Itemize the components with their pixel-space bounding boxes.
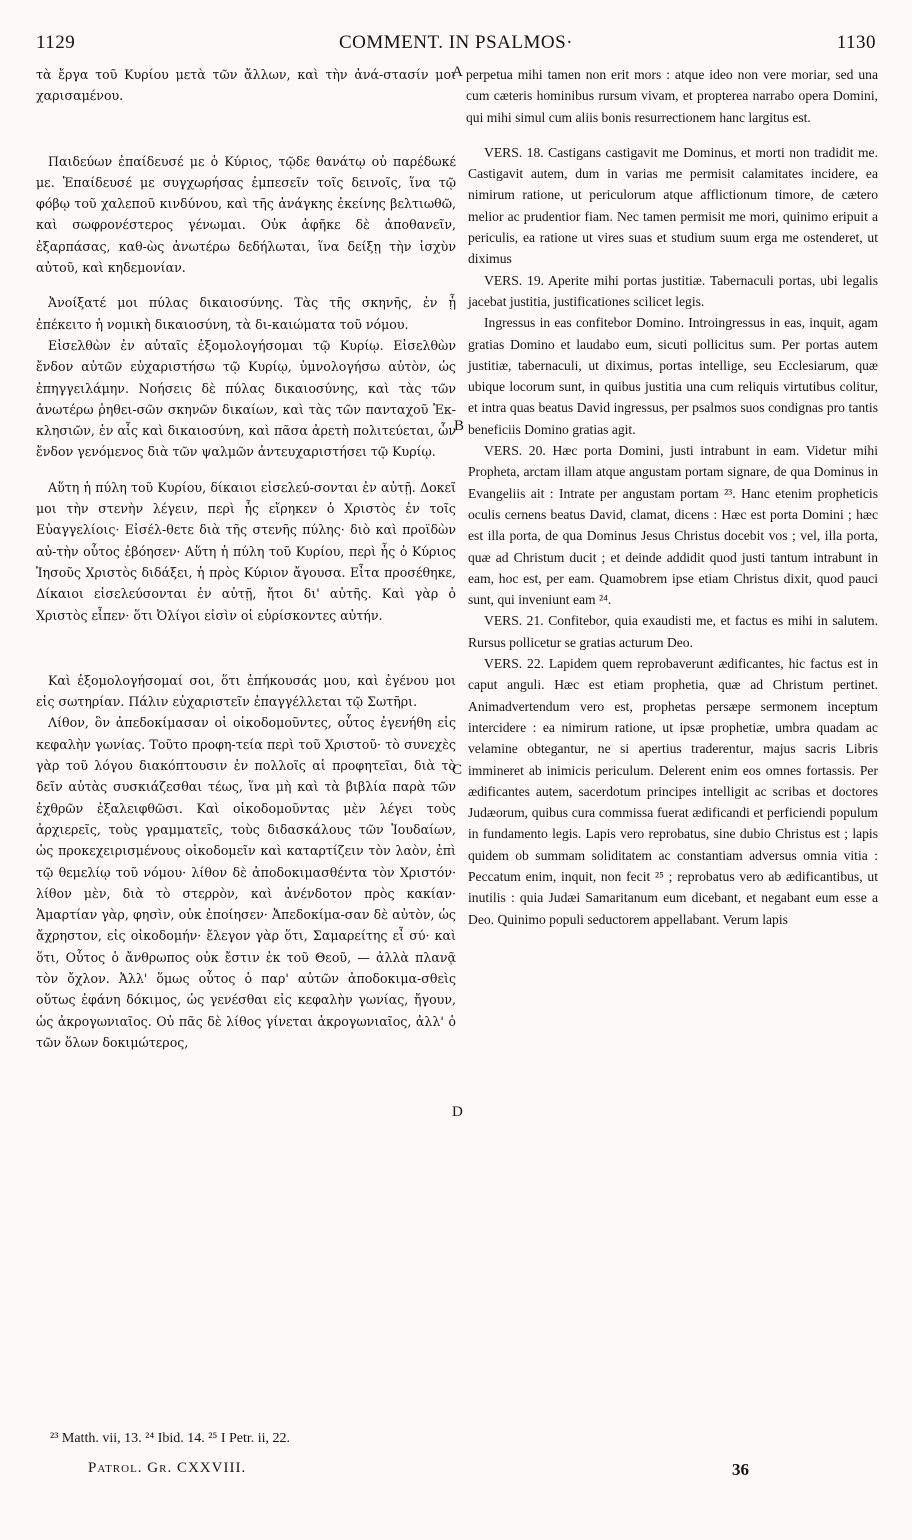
latin-top-paragraph: perpetua mihi tamen non erit mors : atque ideo non vere moriar, sed una cum cæteris hominibus rursum vivam, et propterea narrabo opera Domini, qui mihi simul cum aliis bonis resurrectionem hanc largitus est. xyxy=(466,67,878,125)
margin-letter-d: D xyxy=(452,1104,463,1120)
series-line: Patrol. Gr. CXXVIII. xyxy=(88,1460,247,1476)
latin-vers-19: VERS. 19. Aperite mihi portas justitiæ. Tabernaculi portas, ubi legalis jacebat justitia, justificationes scilicet legis. xyxy=(468,272,878,309)
latin-vers-21: VERS. 21. Confitebor, quia exaudisti me, et factus es mihi in salutem. Rursus pollicetur se gratias acturum Deo. xyxy=(468,613,878,650)
greek-paragraph-3: Ἀνοίξατέ μοι πύλας δικαιοσύνης. Τὰς τῆς σκηνῆς, ἐν ᾗ ἐπέκειτο ἡ νομικὴ δικαιοσύνη, τὰ δι-καιώματα τοῦ νόμου. xyxy=(36,295,456,332)
greek-column xyxy=(36,64,456,1053)
latin-vers-18: VERS. 18. Castigans castigavit me Dominus, et morti non tradidit me. Castigavit autem, dum in varias me permisit calamitates incidere, ea nimirum ratione, ut periculorum atque afflictionum timore, de cætero melior ac prudentior fiam. Nec tamen permisit me mori, quinimo eripuit a periculis, ea ratione ut vires suas et studium suum erga me ostenderet, ut diximus xyxy=(468,144,878,267)
greek-paragraph-7: Λίθον, ὃν ἀπεδοκίμασαν οἱ οἰκοδομοῦντες, οὗτος ἐγενήθη εἰς κεφαλὴν γωνίας. Τοῦτο προφη-τεία περὶ τοῦ Χριστοῦ· τὸ συνεχὲς γὰρ τοῦ λόγου διακόπτουσιν ἐν πολλοῖς αἱ προφητεῖαι, διὰ τὸ δεῖν αὐτὰς συσκιάζεσθαι τέως, ἵνα μὴ καὶ τὰ βιβλία παρὰ τῶν ἐχθρῶν ἐξαλειφθῶσι. Καὶ οἰκοδομοῦντας μὲν λέγει τοὺς ἀρχιερεῖς, τοὺς γραμματεῖς, τοὺς διδασκάλους τῶν Ἰουδαίων, ὡς προκεχειρισμένους οἰκοδομεῖν καὶ καταρτίζειν τὸν λαὸν, ἐπὶ τῷ θεμελίῳ τοῦ νόμου· λίθον δὲ ἀποδοκιμασθέντα τὸν Χριστόν· λίθον μὲν, διὰ τὸ στερρὸν, καὶ ἀνένδοτον πρὸς κακίαν· Ἁμαρτίαν γὰρ, φησὶν, οὐκ ἐποίησεν· Ἀπεδοκίμα-σαν δὲ αὐτὸν, ὡς ἄχρηστον, εἰς οἰκοδομήν· ἔλεγον γὰρ ὅτι, Σαμαρείτης εἶ σύ· καὶ ὅτι, Οὗτος ὁ ἄνθρωπος οὐκ ἔστιν ἐκ τοῦ Θεοῦ, — ἀλλὰ πλανᾷ τὸν ὄχλον. Ἀλλ' ὅμως οὗτος ὁ παρ' αὐτῶν ἀποδοκιμα-σθεὶς οὕτως ἐφάνη δόκιμος, ὡς γενέσθαι εἰς κεφαλὴν γωνίας, ἤγουν, ὡς ἀκρογωνιαῖος. Οὐ πᾶς δὲ λίθος γίνεται ἀκρογωνιαῖος, ἀλλ' ὁ τῶν ὅλων δοκιμώτερος, xyxy=(36,715,456,1050)
right-page-number: 1130 xyxy=(836,32,876,53)
greek-paragraph-4: Εἰσελθὼν ἐν αὐταῖς ἐξομολογήσομαι τῷ Κυρίῳ. Εἰσελθὼν ἔνδον αὐτῶν εὐχαριστήσω τῷ Κυρίῳ, ὑμνολογήσω αὐτὸν, ὡς ἐπηγγειλάμην. Νοήσεις δὲ πύλας δικαιοσύνης, καὶ τὰς τῶν ἀνωτέρω ῥηθει-σῶν σκηνῶν δικαίων, καὶ τὰς τῶν πανταχοῦ Ἐκ-κλησιῶν, ἐν αἷς καὶ δικαιοσύνη, καὶ πᾶσα ἀρετὴ πολιτεύεται, ὧν ἔνδον γενόμενος διὰ τῶν ψαλμῶν ἀντευχαριστήσει τῷ Κυρίῳ. xyxy=(36,337,456,460)
latin-vers-22: VERS. 22. Lapidem quem reprobaverunt ædificantes, hic factus est in caput anguli. Hæc est etiam prophetia, quæ ad Christum pertinet. Animadvertendum vero est, prophetas persæpe sermonem inceptum intercidere : ea nimirum ratione, ut ipsæ prophetiæ, umbra quadam ac velamine obtegantur, ne si apertius traderentur, majus sacris Libris immineret ab inimicis periculum. Delerent enim eos omnes fortassis. Per ædificantes autem, sacerdotum principes intelligit ac scribas et doctores Judæorum, quibus cura commissa fuerat ædificandi et perficiendi populum in fundamento legis. Lapis vero reprobatus, sine dubio Christus est ; lapis quidem ob summam soliditatem ac constantiam adversus omnia vitia : Peccatum enim, inquit, non fecit ²⁵ ; reprobatus vero ab ædificantibus, ut inutilis : quia Judæi Samaritanum eum dicebant, et negabant eum esse a Deo. Quinimo populi seductorem appellabant. Verum lapis xyxy=(468,656,878,927)
latin-vers-20: VERS. 20. Hæc porta Domini, justi intrabunt in eam. Videtur mihi Propheta, arctam illam atque angustam portam signare, de qua Dominus in Evangeliis ait : Intrate per angustam portam ²³. Hanc etenim propheticis oculis cernens beatus David, clamat, dicens : Hæc est porta Domini ; hæc est illa porta, de qua Dominus Jesus Christus docebit vos ; vel, illa porta, quæ ad Christum ducit ; et deinde addidit quod justi tantum intrabunt in eam, hoc est, per eam. Quamobrem ipse etiam Christus dixit, quod pauci sunt, qui inveniunt eam ²⁴. xyxy=(468,443,878,608)
greek-paragraph-1: τὰ ἔργα τοῦ Κυρίου μετὰ τῶν ἄλλων, καὶ τὴν ἀνά-στασίν μοι χαρισαμένου. xyxy=(36,67,456,104)
sheet-number: 36 xyxy=(732,1460,749,1479)
greek-paragraph-2: Παιδεύων ἐπαίδευσέ με ὁ Κύριος, τῷδε θανάτῳ οὐ παρέδωκέ με. Ἐπαίδευσέ με συγχωρήσας ἐμπεσεῖν τοῖς δεινοῖς, ἵνα τῷ φόβῳ τοῦ χαλεποῦ κινδύνου, καὶ τῆς ἀνάγκης ἐκείνης βελτιωθῶ, καὶ σωφρονέστερος γένωμαι. Οὐκ ἀφῆκε δὲ ἀποθανεῖν, ἐξαρπάσας, καθ-ὼς ἀνωτέρω δεδήλωται, ἵνα δείξῃ τὴν ἰσχὺν αὐτοῦ, καὶ κηδεμονίαν. xyxy=(36,153,456,276)
latin-ingressus: Ingressus in eas confitebor Domino. Introingressus in eas, inquit, agam gratias Domino et laudabo eum, sicuti pollicitus sum. Per portas autem justitiæ, tabernaculi, ut diximus, portas intellige, seu Ecclesiarum, quæ ubique locorum sunt, in quibus justitia una cum reliquis virtutibus colitur, et intra quas beatus David ingressus, per psalmos suos condignas pro tantis beneficiis Domino gratias agit. xyxy=(468,315,878,437)
margin-letter-a: A xyxy=(452,64,463,80)
greek-paragraph-6: Καὶ ἐξομολογήσομαί σοι, ὅτι ἐπήκουσάς μου, καὶ ἐγένου μοι εἰς σωτηρίαν. Πάλιν εὐχαριστεῖν ἐπαγγέλλεται τῷ Σωτῆρι. xyxy=(36,672,456,710)
margin-letter-b: B xyxy=(454,418,465,434)
footnotes: ²³ Matth. vii, 13. ²⁴ Ibid. 14. ²⁵ I Petr. ii, 22. xyxy=(50,1431,291,1446)
margin-letter-c: C xyxy=(452,762,463,778)
left-page-number: 1129 xyxy=(36,32,76,53)
latin-column xyxy=(468,64,878,930)
running-title: COMMENT. IN PSALMOS· xyxy=(339,32,573,53)
greek-paragraph-5: Αὕτη ἡ πύλη τοῦ Κυρίου, δίκαιοι εἰσελεύ-σονται ἐν αὐτῇ. Δοκεῖ μοι τὴν στενὴν λέγειν, περὶ ἧς εἴρηκεν ὁ Χριστὸς ἐν τοῖς Εὐαγγελίοις· Εἰσέλ-θετε διὰ τῆς στενῆς πύλης· διὸ καὶ προϊδὼν αὐ-τὴν οὗτος ἐβόησεν· Αὕτη ἡ πύλη τοῦ Κυρίου, περὶ ἧς ὁ Κύριος Ἰησοῦς Χριστὸς διδάξει, ἡ πρὸς Κύριον ἄγουσα. Εἶτα προσέθηκε, Δίκαιοι εἰσελεύσονται ἐν αὐτῇ, ἤτοι δι' αὐτῆς. Καὶ γὰρ ὁ Χριστὸς εἶπεν· ὅτι Ὀλίγοι εἰσὶν οἱ εὑρίσκοντες αὐτήν. xyxy=(36,479,456,623)
running-header xyxy=(36,32,876,58)
